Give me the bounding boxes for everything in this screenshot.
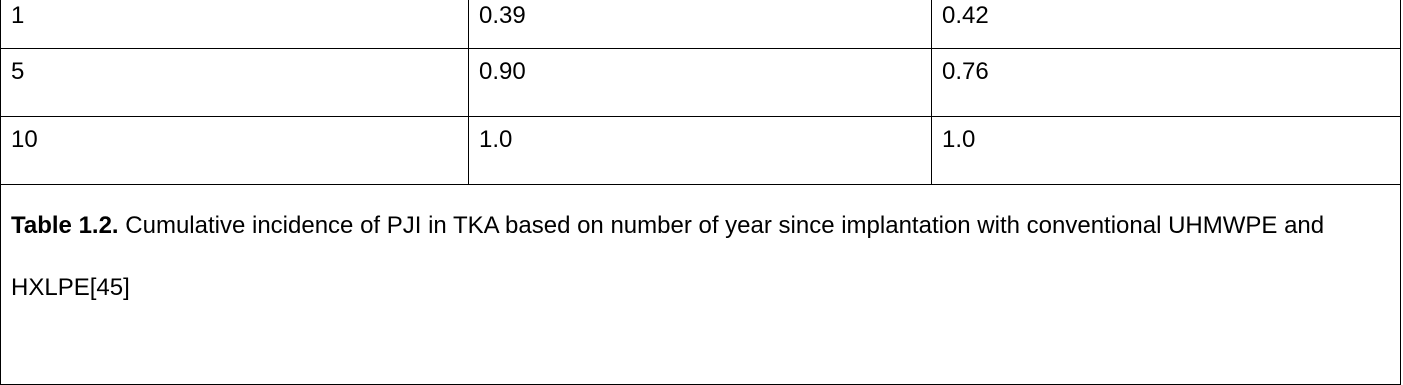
caption-row <box>1 185 1401 385</box>
table-row <box>1 117 1401 185</box>
table-cell-year: 1 <box>1 0 469 49</box>
table-cell-hxlpe: 0.42 <box>932 0 1401 49</box>
table-cell-hxlpe: 1.0 <box>932 117 1401 185</box>
table-cell-uhmwpe: 0.39 <box>469 0 932 49</box>
table-cell-uhmwpe: 0.90 <box>469 49 932 117</box>
table-cell-year: 10 <box>1 117 469 185</box>
table-caption <box>1 185 1401 385</box>
table-cell-year: 5 <box>1 49 469 117</box>
table-cell-uhmwpe: 1.0 <box>469 117 932 185</box>
table-row <box>1 49 1401 117</box>
caption-label: Table 1.2. <box>11 212 119 239</box>
table-row <box>1 0 1401 49</box>
caption-text: Cumulative incidence of PJI in TKA based on number of year since implantation with conventional UHMWPE and HXLPE[45] <box>11 212 1325 301</box>
table-cell-hxlpe: 0.76 <box>932 49 1401 117</box>
